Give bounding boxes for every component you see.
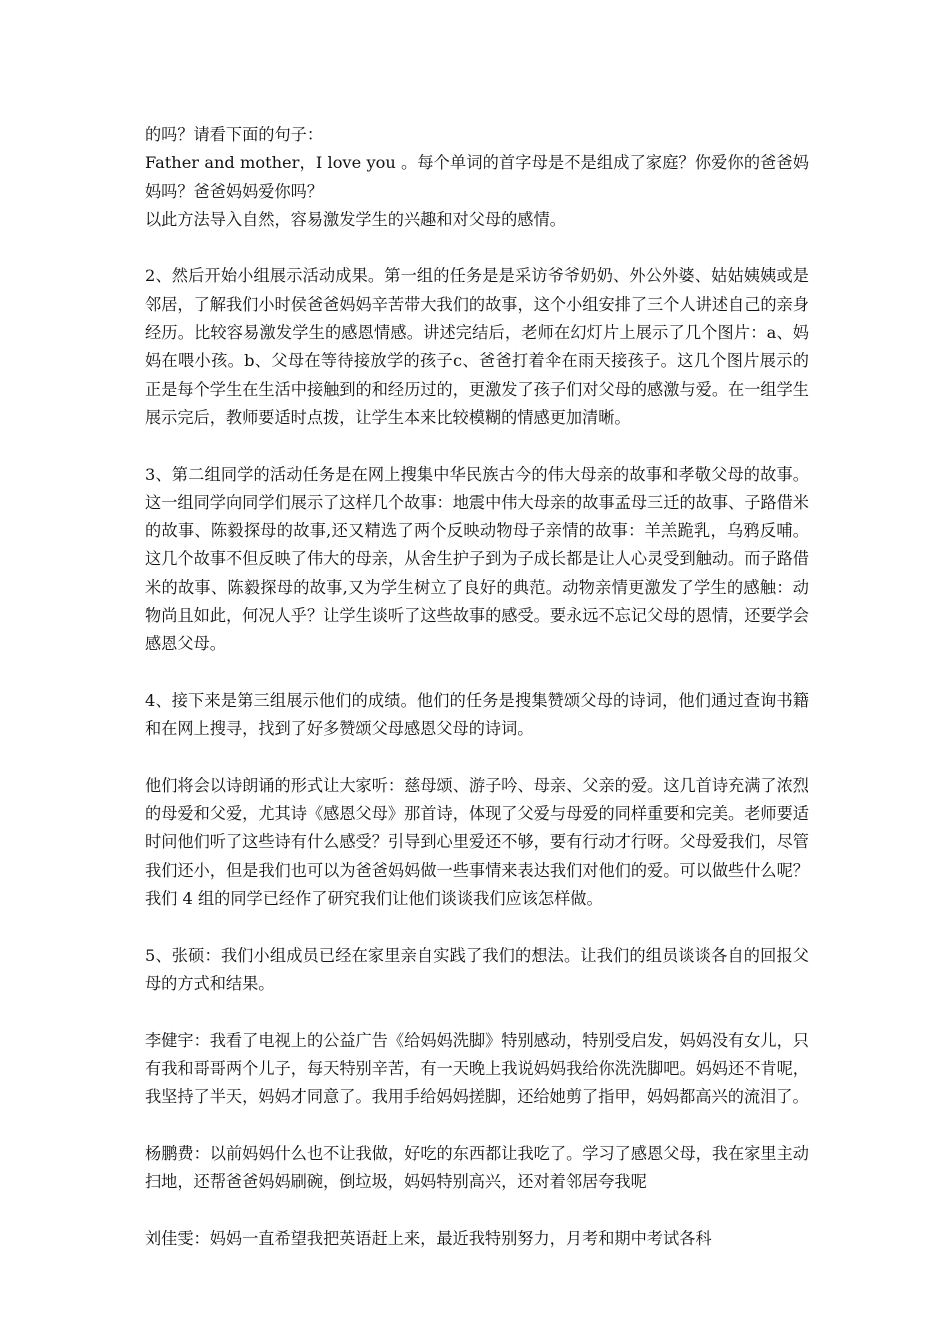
paragraph-spacer — [145, 998, 809, 1026]
paragraph-step-3: 3、第二组同学的活动任务是在网上搜集中华民族古今的伟大母亲的故事和孝敬父母的故事。这一组同学向同学们展示了这样几个故事：地震中伟大母亲的故事孟母三迁的故事、子路借米的故事、陈毅探母的故事,还又精选了两个反映动物母子亲情的故事：羊羔跪乳，乌鸦反哺。这几个故事不但反映了伟大的母亲，从舍生护子到为子成长都是让人心灵受到触动。而子路借米的故事、陈毅探母的故事,又为学生树立了良好的典范。动物亲情更激发了学生的感触：动物尚且如此，何况人乎？让学生谈听了这些故事的感受。要永远不忘记父母的恩情，还要学会感恩父母。 — [145, 464, 809, 654]
paragraph-spacer — [145, 659, 809, 687]
paragraph-spacer — [145, 913, 809, 941]
paragraph-intro-line: 的吗？请看下面的句子： — [145, 125, 324, 144]
paragraph-intro-method: 以此方法导入自然，容易激发学生的兴趣和对父母的感情。 — [145, 209, 566, 229]
paragraph-step-2: 2、然后开始小组展示活动成果。第一组的任务是是采访爷爷奶奶、外公外婆、姑姑姨姨或是邻居，了解我们小时侯爸爸妈妈辛苦带大我们的故事，这个小组安排了三个人讲述自己的亲身经历。比较容易激发学生的感恩情感。讲述完结后，老师在幻灯片上展示了几个图片：a、妈妈在喂小孩。b、父母在等待接放学的孩子c、爸爸打着伞在雨天接孩子。这几个图片展示的正是每个学生在生活中接触到的和经历过的，更激发了孩子们对父母的感激与爱。在一组学生展示完后，教师要适时点拨，让学生本来比较模糊的情感更加清晰。 — [145, 266, 809, 427]
paragraph-spacer — [145, 744, 809, 772]
paragraph-poems: 他们将会以诗朗诵的形式让大家听：慈母颂、游子吟、母亲、父亲的爱。这几首诗充满了浓烈的母爱和父爱，尤其诗《感恩父母》那首诗，体现了父爱与母爱的同样重要和完美。老师要适时问他们听了这些诗有什么感受？引导到心里爱还不够，要有行动才行呀。父母爱我们，尽管我们还小，但是我们也可以为爸爸妈妈做一些事情来表达我们对他们的爱。可以做些什么呢？我们 4 组的同学已经作了研究我们让他们谈谈我们应该怎样做。 — [145, 775, 809, 909]
paragraph-spacer — [145, 432, 809, 460]
paragraph-step-4: 4、接下来是第三组展示他们的成绩。他们的任务是搜集赞颂父母的诗词，他们通过查询书籍和在网上搜寻，找到了好多赞颂父母感恩父母的诗词。 — [145, 690, 809, 739]
paragraph-spacer — [145, 1111, 809, 1139]
paragraph-yang-pengfei: 杨鹏费：以前妈妈什么也不让我做，好吃的东西都让我吃了。学习了感恩父母，我在家里主动扫地，还帮爸爸妈妈刷碗，倒垃圾，妈妈特别高兴，还对着邻居夸我呢 — [145, 1143, 809, 1191]
paragraph-spacer — [145, 234, 809, 262]
paragraph-father-mother: Father and mother，I love you 。每个单词的首字母是不是组成了家庭？你爱你的爸爸妈妈吗？爸爸妈妈爱你吗？ — [145, 153, 809, 201]
paragraph-li-jianyu: 李健宇：我看了电视上的公益广告《给妈妈洗脚》特别感动，特别受启发，妈妈没有女儿，只有我和哥哥两个儿子，每天特别辛苦，有一天晚上我说妈妈我给你洗洗脚吧。妈妈还不肯呢，我坚持了半天，妈妈才同意了。我用手给妈妈搓脚，还给她剪了指甲，妈妈都高兴的流泪了。 — [145, 1030, 809, 1107]
paragraph-spacer — [145, 1196, 809, 1224]
paragraph-liu-jiawen: 刘佳雯：妈妈一直希望我把英语赶上来，最近我特别努力，月考和期中考试各科 — [145, 1228, 712, 1248]
paragraph-step-5: 5、张硕：我们小组成员已经在家里亲自实践了我们的想法。让我们的组员谈谈各自的回报父母的方式和结果。 — [145, 945, 809, 993]
document-page — [145, 121, 809, 1253]
